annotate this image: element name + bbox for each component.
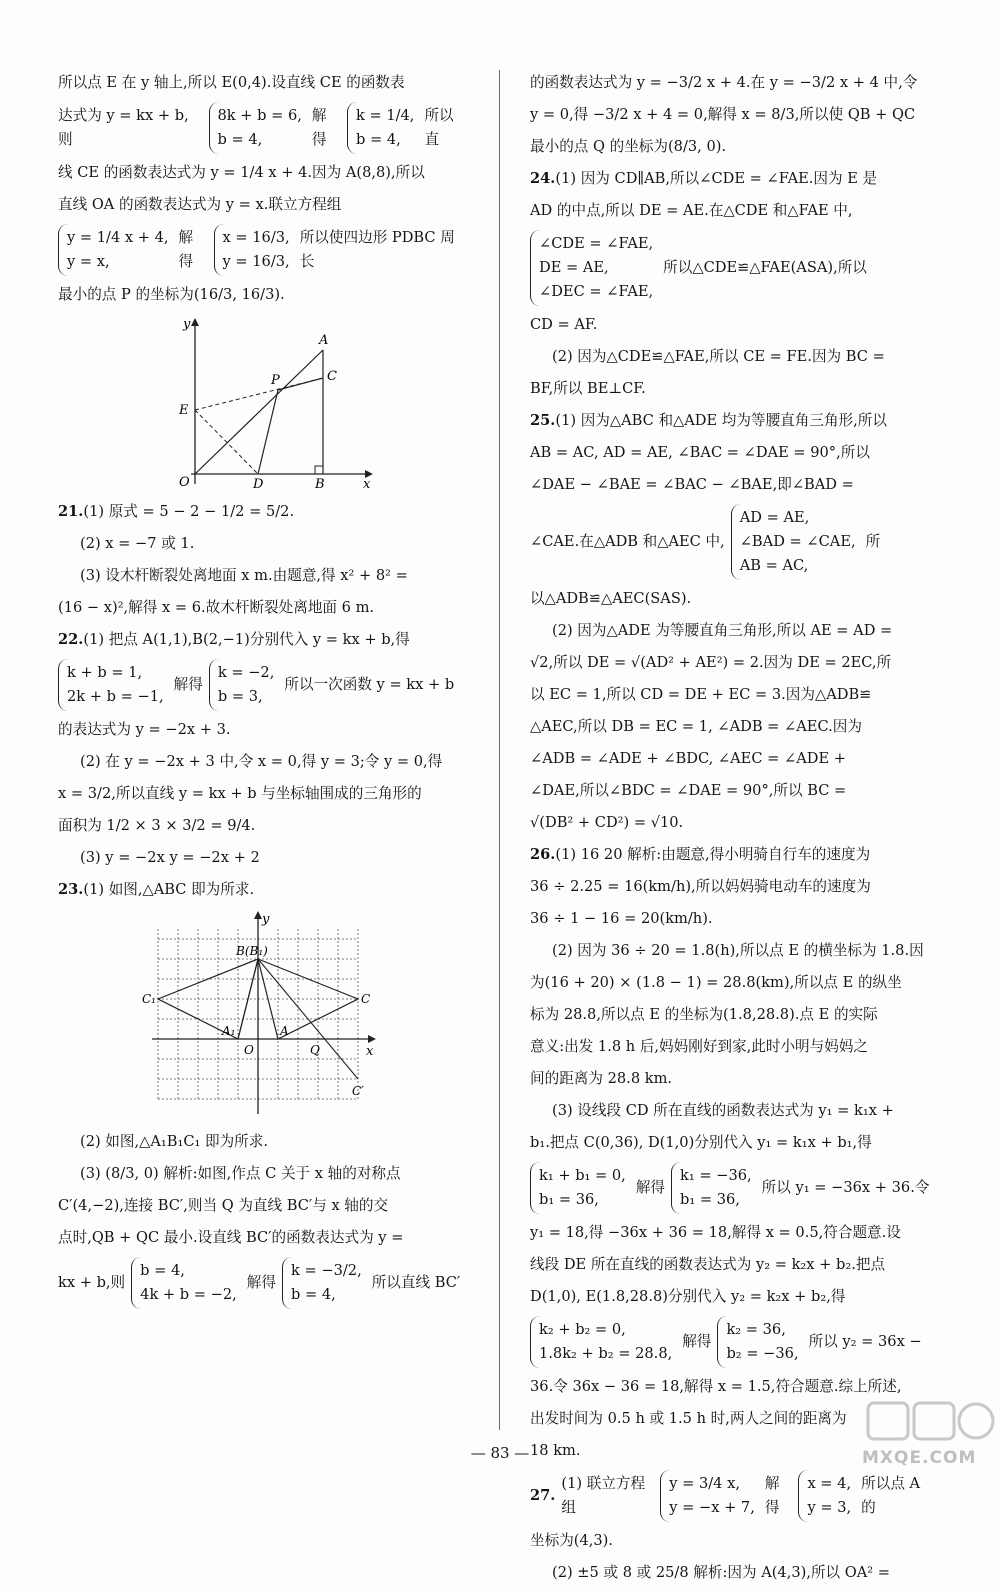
equation: y = −x + 7, xyxy=(669,1499,755,1516)
question-number: 21. xyxy=(58,503,84,520)
equation: y = 3/4 x, xyxy=(669,1475,740,1492)
equation: AD = AE, xyxy=(739,509,810,526)
equation: DE = AE, xyxy=(539,259,609,276)
equation: b₁ = 36, xyxy=(680,1191,740,1208)
text: 解得 xyxy=(682,1333,712,1350)
label-x: x xyxy=(366,1044,374,1059)
question-number: 22. xyxy=(58,631,84,648)
text: 解得 xyxy=(764,1475,780,1516)
question-23 xyxy=(58,877,468,903)
label-C: C xyxy=(327,369,337,384)
text-line: 最小的点 P 的坐标为(16/3, 16/3). xyxy=(58,286,285,303)
page-number: — 83 — xyxy=(470,1444,530,1462)
text: 解得 xyxy=(311,107,327,148)
equation: b = 3, xyxy=(217,688,263,705)
equation: k₂ = 36, xyxy=(726,1321,786,1338)
text-line: 以 EC = 1,所以 CD = DE + EC = 3.因为△ADB≌ xyxy=(530,686,872,703)
watermark-text: MXQE.COM xyxy=(862,1448,977,1468)
text-line: ∠ADB = ∠ADE + ∠BDC, ∠AEC = ∠ADE + xyxy=(530,750,846,767)
equation-system xyxy=(209,102,306,154)
equation-row xyxy=(530,504,935,580)
text-line: 为(16 + 20) × (1.8 − 1) = 28.8(km),所以点 E 的纵坐 xyxy=(530,974,902,991)
text-line: △AEC,所以 DB = EC = 1, ∠ADB = ∠AEC.因为 xyxy=(530,718,862,735)
equation: k + b = 1, xyxy=(67,664,143,681)
text: 所以 y₂ = 36x − xyxy=(808,1333,922,1350)
text-line: y₁ = 18,得 −36x + 36 = 18,解得 x = 0.5,符合题意.设 xyxy=(530,1224,901,1241)
text-line: 直线 OA 的函数表达式为 y = x.联立方程组 xyxy=(58,196,342,213)
equation-row xyxy=(58,659,468,711)
text-line: 面积为 1/2 × 3 × 3/2 = 9/4. xyxy=(58,817,256,834)
text: 所以点 A 的 xyxy=(861,1475,921,1516)
label-O: O xyxy=(179,475,190,489)
equation-system xyxy=(282,1257,366,1309)
text-line: 36 ÷ 2.25 = 16(km/h),所以妈妈骑电动车的速度为 xyxy=(530,878,871,895)
text-line: ∠DAE,所以∠BDC = ∠DAE = 90°,所以 BC = xyxy=(530,782,847,799)
figure-coordinate-diagram-1 xyxy=(173,314,373,489)
text: 所以△CDE≌△FAE(ASA),所以 xyxy=(663,259,867,276)
label-B: B xyxy=(315,477,325,489)
equation: k₂ + b₂ = 0, xyxy=(539,1321,626,1338)
equation-system xyxy=(530,1316,676,1368)
text-line: 意义:出发 1.8 h 后,妈妈刚好到家,此时小明与妈妈之 xyxy=(530,1038,869,1055)
equation: b = 4, xyxy=(355,131,401,148)
text-line: 的函数表达式为 y = −3/2 x + 4.在 y = −3/2 x + 4 中,令 xyxy=(530,74,918,91)
equation-system xyxy=(131,1257,241,1309)
text: 解得 xyxy=(173,676,203,693)
question-number: 27. xyxy=(530,1487,556,1504)
equation-row xyxy=(530,1316,935,1368)
equation: 2k + b = −1, xyxy=(67,688,164,705)
text: 达式为 y = kx + b,则 xyxy=(58,107,189,148)
text-line: AB = AC, AD = AE, ∠BAC = ∠DAE = 90°,所以 xyxy=(530,444,870,461)
equation-system xyxy=(717,1316,802,1368)
equation-system xyxy=(209,659,279,711)
equation: 4k + b = −2, xyxy=(140,1286,237,1303)
equation: AB = AC, xyxy=(739,557,809,574)
text: 所以 y₁ = −36x + 36.令 xyxy=(761,1179,930,1196)
label-C-prime: C′ xyxy=(352,1084,364,1098)
equation: b₂ = −36, xyxy=(726,1345,799,1362)
equation: x = 4, xyxy=(807,1475,852,1492)
label-y: y xyxy=(183,317,191,332)
text-line: y = 0,得 −3/2 x + 4 = 0,解得 x = 8/3,所以使 QB + QC xyxy=(530,106,916,123)
answer-text: (1) 因为 CD∥AB,所以∠CDE = ∠FAE.因为 E 是 xyxy=(555,170,878,187)
text-line: (2) 因为 36 ÷ 20 = 1.8(h),所以点 E 的横坐标为 1.8.因 xyxy=(552,942,924,959)
equation-row xyxy=(530,230,935,306)
x-axis-arrow xyxy=(368,1035,376,1043)
text-line: 以△ADB≌△AEC(SAS). xyxy=(530,590,692,607)
figure-grid-diagram-2 xyxy=(138,909,378,1119)
text: 解得 xyxy=(635,1179,666,1196)
text: 所以直 xyxy=(424,107,454,148)
label-C: C xyxy=(361,992,371,1006)
answer-text: (1) 原式 = 5 − 2 − 1/2 = 5/2. xyxy=(83,503,295,520)
answer-text: (1) 16 20 解析:由题意,得小明骑自行车的速度为 xyxy=(555,846,871,863)
equation: x = 16/3, xyxy=(222,229,290,246)
equation-system xyxy=(660,1470,759,1522)
label-E: E xyxy=(179,403,189,418)
text-line: (3) (8/3, 0) 解析:如图,作点 C 关于 x 轴的对称点 xyxy=(80,1165,401,1182)
text: 解得 xyxy=(246,1274,276,1291)
text-line: (3) 设线段 CD 所在直线的函数表达式为 y₁ = k₁x + xyxy=(552,1102,894,1119)
text-line: √(DB² + CD²) = √10. xyxy=(530,814,684,831)
equation: b = 4, xyxy=(217,131,263,148)
equation: b = 4, xyxy=(140,1262,185,1279)
text-line: C′(4,−2),连接 BC′,则当 Q 为直线 BC′与 x 轴的交 xyxy=(58,1197,389,1214)
label-A1: A₁ xyxy=(222,1024,236,1038)
label-x: x xyxy=(363,477,371,489)
text-line: 线 CE 的函数表达式为 y = 1/4 x + 4.因为 A(8,8),所以 xyxy=(58,164,425,181)
label-A: A xyxy=(280,1024,289,1038)
equation-system xyxy=(671,1162,756,1214)
equation: 1.8k₂ + b₂ = 28.8, xyxy=(539,1345,673,1362)
text-line: 36.令 36x − 36 = 18,解得 x = 1.5,符合题意.综上所述, xyxy=(530,1378,902,1395)
y-axis-arrow xyxy=(254,911,262,919)
label-D: D xyxy=(253,477,264,489)
equation: ∠DEC = ∠FAE, xyxy=(539,283,654,300)
equation-system xyxy=(58,659,168,711)
question-number: 24. xyxy=(530,170,556,187)
question-25 xyxy=(530,408,935,434)
equation: k₁ = −36, xyxy=(680,1167,752,1184)
equation-system xyxy=(214,224,294,276)
text: 解得 xyxy=(178,229,194,270)
label-C1: C₁ xyxy=(142,992,156,1006)
text-line: ∠DAE − ∠BAE = ∠BAC − ∠BAE,即∠BAD = xyxy=(530,476,854,493)
question-26 xyxy=(530,842,935,868)
equation-system xyxy=(58,224,173,276)
equation-row xyxy=(58,224,468,276)
label-B: B(B₁) xyxy=(236,944,268,958)
equation-system xyxy=(347,102,418,154)
equation: b = 4, xyxy=(291,1286,336,1303)
text: ∠CAE.在△ADB 和△AEC 中, xyxy=(530,533,725,550)
text-line: (2) x = −7 或 1. xyxy=(80,535,195,552)
text-line: 间的距离为 28.8 km. xyxy=(530,1070,673,1087)
equation: k = −3/2, xyxy=(291,1262,362,1279)
equation: ∠CDE = ∠FAE, xyxy=(539,235,654,252)
text-line: 最小的点 Q 的坐标为(8/3, 0). xyxy=(530,138,727,155)
answer-text: (1) 把点 A(1,1),B(2,−1)分别代入 y = kx + b,得 xyxy=(83,631,410,648)
text-line: (3) 设木杆断裂处离地面 x m.由题意,得 x² + 8² = xyxy=(80,567,408,584)
column-divider xyxy=(499,70,500,1430)
label-O: O xyxy=(244,1043,254,1057)
equation: 8k + b = 6, xyxy=(217,107,302,124)
equation: ∠BAD = ∠CAE, xyxy=(739,533,856,550)
equation: k = 1/4, xyxy=(355,107,415,124)
text-line: (2) 因为△CDE≌△FAE,所以 CE = FE.因为 BC = xyxy=(552,348,885,365)
text-line: b₁.把点 C(0,36), D(1,0)分别代入 y₁ = k₁x + b₁,得 xyxy=(530,1134,872,1151)
text-line: 36 ÷ 1 − 16 = 20(km/h). xyxy=(530,910,713,927)
text-line: √2,所以 DE = √(AD² + AE²) = 2.因为 DE = 2EC,所 xyxy=(530,654,892,671)
line-OA xyxy=(195,350,323,474)
line-PC xyxy=(278,378,323,390)
equation-system xyxy=(798,1470,855,1522)
answer-text: (1) 因为△ABC 和△ADE 均为等腰直角三角形,所以 xyxy=(555,412,887,429)
text-line: 的表达式为 y = −2x + 3. xyxy=(58,721,231,738)
text-line: CD = AF. xyxy=(530,316,598,333)
equation: k = −2, xyxy=(217,664,275,681)
text-line: (2) 因为△ADE 为等腰直角三角形,所以 AE = AD = xyxy=(552,622,893,639)
label-A: A xyxy=(319,333,329,348)
equation: b₁ = 36, xyxy=(539,1191,599,1208)
question-number: 23. xyxy=(58,881,84,898)
text-line: (2) 如图,△A₁B₁C₁ 即为所求. xyxy=(80,1133,268,1150)
equation: y = 3, xyxy=(807,1499,852,1516)
question-21 xyxy=(58,499,468,525)
text-line: 线段 DE 所在直线的函数表达式为 y₂ = k₂x + b₂.把点 xyxy=(530,1256,886,1273)
text-line: (16 − x)²,解得 x = 6.故木杆断裂处离地面 6 m. xyxy=(58,599,375,616)
equation: y = 16/3, xyxy=(222,253,290,270)
text: 所以一次函数 y = kx + b xyxy=(284,676,455,693)
label-Q: Q xyxy=(310,1043,320,1057)
answer-text: (1) 如图,△ABC 即为所求. xyxy=(83,881,255,898)
label-P: P xyxy=(271,373,280,388)
text-line: 18 km. xyxy=(530,1442,581,1459)
equation-row xyxy=(530,1162,935,1214)
equation: y = 1/4 x + 4, xyxy=(67,229,169,246)
equation-system xyxy=(530,1162,630,1214)
text: (1) 联立方程组 xyxy=(561,1475,646,1516)
text-line: 点时,QB + QC 最小.设直线 BC′的函数表达式为 y = xyxy=(58,1229,404,1246)
text-line: (2) ±5 或 8 或 25/8 解析:因为 A(4,3),所以 OA² = xyxy=(552,1564,891,1581)
question-number: 25. xyxy=(530,412,556,429)
text-line: 出发时间为 0.5 h 或 1.5 h 时,两人之间的距离为 xyxy=(530,1410,847,1427)
text-line: D(1,0), E(1.8,28.8)分别代入 y₂ = k₂x + b₂,得 xyxy=(530,1288,846,1305)
equation-system xyxy=(530,230,657,306)
text-line: 所以点 E 在 y 轴上,所以 E(0,4).设直线 CE 的函数表 xyxy=(58,74,405,91)
question-number: 26. xyxy=(530,846,556,863)
question-22 xyxy=(58,627,468,653)
left-column xyxy=(58,70,468,1315)
text: kx + b,则 xyxy=(58,1274,126,1291)
equation: k₁ + b₁ = 0, xyxy=(539,1167,626,1184)
text: 所 xyxy=(865,533,881,550)
equation-system xyxy=(731,504,860,580)
text-line: (3) y = −2x y = −2x + 2 xyxy=(80,849,260,866)
right-angle-mark xyxy=(315,466,323,474)
question-24 xyxy=(530,166,935,192)
text-line: (2) 在 y = −2x + 3 中,令 x = 0,得 y = 3;令 y = 0,得 xyxy=(80,753,443,770)
text-line: 坐标为(4,3). xyxy=(530,1532,614,1549)
text: 所以直线 BC′ xyxy=(371,1274,461,1291)
question-27 xyxy=(530,1470,935,1522)
text-line: 标为 28.8,所以点 E 的坐标为(1.8,28.8).点 E 的实际 xyxy=(530,1006,878,1023)
text-line: AD 的中点,所以 DE = AE.在△CDE 和△FAE 中, xyxy=(530,202,853,219)
right-column xyxy=(530,70,935,1592)
text: 所以使四边形 PDBC 周长 xyxy=(299,229,455,270)
equation-row xyxy=(58,102,468,154)
text-line: x = 3/2,所以直线 y = kx + b 与坐标轴围成的三角形的 xyxy=(58,785,422,802)
equation: y = x, xyxy=(67,253,110,270)
equation-row xyxy=(58,1257,468,1309)
y-axis-arrow xyxy=(191,318,199,326)
label-y: y xyxy=(262,912,270,927)
text-line: BF,所以 BE⊥CF. xyxy=(530,380,646,397)
